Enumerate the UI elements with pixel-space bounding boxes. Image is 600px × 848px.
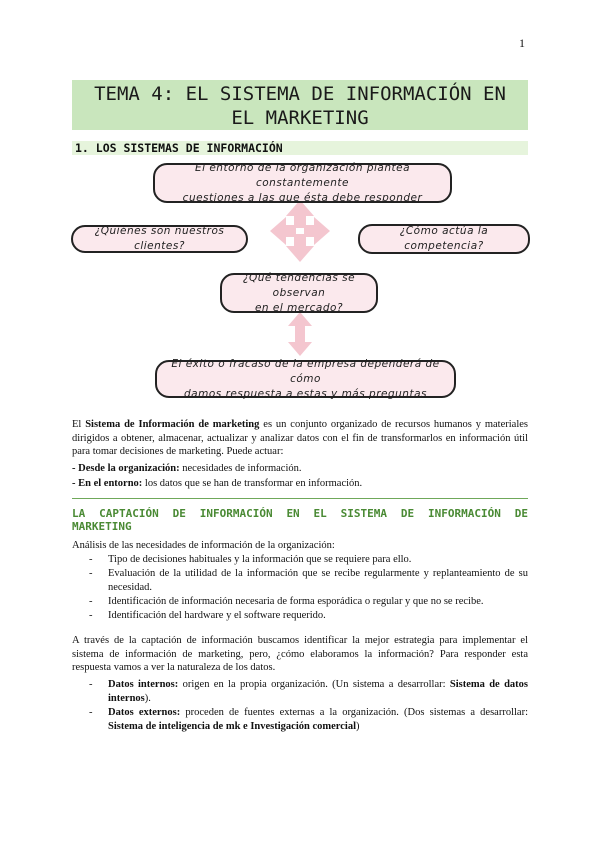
diagram-left-box: [71, 225, 248, 253]
intro-item-organization: - Desde la organización: necesidades de información.: [72, 463, 302, 474]
left-box-text: ¿Quiénes son nuestros clientes?: [94, 225, 225, 252]
capture-paragraph: A través de la captación de información buscamos identificar la mejor estrategia para implementar el sistema de información de marketing, pero, ¿cómo elaboramos la información? Para responder esta respuesta vamos a ver la naturaleza de los datos.: [72, 635, 528, 673]
title-line-1: TEMA 4: EL SISTEMA DE INFORMACIÓN EN: [94, 83, 506, 105]
right-box-text: ¿Cómo actúa la competencia?: [399, 225, 489, 252]
diagram-top-box: [153, 163, 452, 203]
top-box-line-2: cuestiones a las que ésta debe responder: [182, 191, 423, 204]
data-types-list: [72, 678, 528, 734]
vertical-arrow-icon: [288, 312, 312, 356]
list-item: - Identificación de información necesaria de forma esporádica o regular y que no se recibe.: [72, 595, 528, 609]
diagram-right-box: [358, 224, 530, 254]
top-box-line-1: El entorno de la organización plantea constantemente: [194, 161, 411, 189]
section-heading-2: LA CAPTACIÓN DE INFORMACIÓN EN EL SISTEMA DE INFORMACIÓN DE MARKETING: [72, 507, 528, 533]
list-item-internal-data: - Datos internos: origen en la propia organización. (Un sistema a desarrollar: Sistema de datos internos).: [72, 678, 528, 706]
list-item: - Tipo de decisiones habituales y la información que se requiere para ello.: [72, 553, 528, 567]
analysis-list: [72, 553, 528, 623]
analysis-heading: Análisis de las necesidades de información de la organización:: [72, 540, 335, 551]
bottom-box-line-2: damos respuesta a estas y más preguntas: [184, 387, 427, 400]
page-number: 1: [519, 36, 525, 50]
section-heading-1: 1. LOS SISTEMAS DE INFORMACIÓN: [72, 141, 528, 155]
intro-item-environment: - En el entorno: los datos que se han de transformar en información.: [72, 478, 363, 489]
bottom-box-line-1: El éxito o fracaso de la empresa dependerá de cómo: [171, 357, 440, 385]
diagram-bottom-box: [155, 357, 456, 400]
center-box-line-2: en el mercado?: [254, 301, 344, 314]
list-item-external-data: - Datos externos: proceden de fuentes externas a la organización. (Dos sistemas a desarrollar: Sistema de inteligencia de mk e Investigación comercial): [72, 706, 528, 734]
list-item: - Identificación del hardware y el software requerido.: [72, 609, 528, 623]
title-line-2: EL MARKETING: [231, 107, 369, 129]
four-way-arrow-icon: [270, 200, 330, 262]
section-divider: [72, 498, 528, 499]
center-box-line-1: ¿Qué tendencias se observan: [242, 271, 356, 299]
diagram-center-box: [220, 273, 378, 313]
intro-paragraph: El Sistema de Información de marketing es un conjunto organizado de recursos humanos y materiales dirigidos a obtener, almacenar, actualizar y analizar datos con el fin de transformarlos en información útil para tomar decisiones de marketing. Puede actuar:: [72, 419, 528, 457]
list-item: - Evaluación de la utilidad de la información que se recibe regularmente y replanteamiento de su necesidad.: [72, 567, 528, 595]
